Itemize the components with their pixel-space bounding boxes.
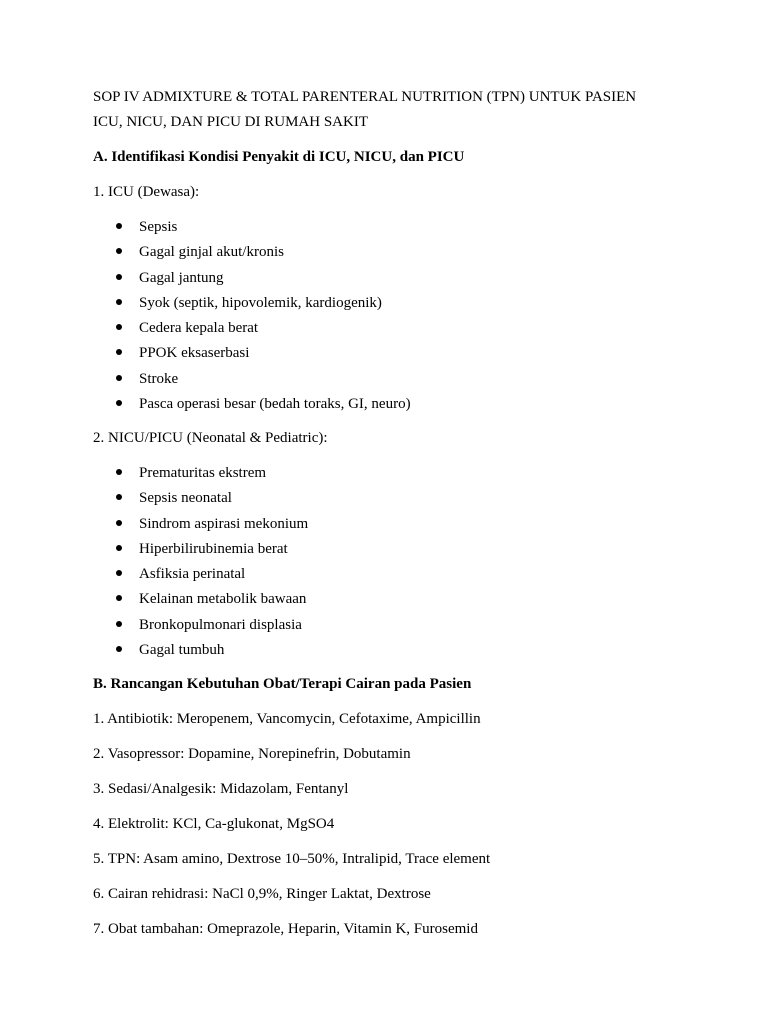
document-page: SOP IV ADMIXTURE & TOTAL PARENTERAL NUTRITION (TPN) UNTUK PASIEN ICU, NICU, DAN PICU DI RUMAH SAKIT A. Identifikasi Kondisi Penyakit di ICU, NICU, dan PICU 1. ICU (Dewasa): Sepsis Gagal ginjal akut/kronis Gagal jantung Syok (septik, hipovolemik, kardiogenik) Cedera kepala berat PPOK eksaserbasi Stroke Pasca operasi besar (bedah toraks, GI, neuro) 2. NICU/PICU (Neonatal & Pediatric): Prematuritas ekstrem Sepsis neonatal Sindrom aspirasi mekonium Hiperbilirubinemia berat Asfiksia perinatal Kelainan metabolik bawaan Bronkopulmonari displasia Gagal tumbuh B. Rancangan Kebutuhan Obat/Terapi Cairan pada Pasien 1. Antibiotik: Meropenem, Vancomycin, Cefotaxime, Ampicillin 2. Vasopressor: Dopamine, Norepinefrin, Dobutamin 3. Sedasi/Analgesik: Midazolam, Fentanyl 4. Elektrolit: KCl, Ca-glukonat, MgSO4 5. TPN: Asam amino, Dextrose 10–50%, Intralipid, Trace element 6. Cairan rehidrasi: NaCl 0,9%, Ringer Laktat, Dextrose 7. Obat tambahan: Omeprazole, Heparin, Vitamin K, Furosemid xyxy=(93,89,637,937)
section-b-heading: B. Rancangan Kebutuhan Obat/Terapi Cairan pada Pasien xyxy=(93,676,472,692)
bullet-icon xyxy=(116,520,122,526)
section-a-heading: A. Identifikasi Kondisi Penyakit di ICU, NICU, dan PICU xyxy=(93,149,465,165)
icu-group-label: 1. ICU (Dewasa): xyxy=(93,184,200,200)
document-title-line-2: ICU, NICU, DAN PICU DI RUMAH SAKIT xyxy=(93,114,369,130)
bullet-icon xyxy=(116,570,122,576)
therapy-item-cairan-rehidrasi: 6. Cairan rehidrasi: NaCl 0,9%, Ringer Laktat, Dextrose xyxy=(93,886,431,902)
nicu-picu-group-label: 2. NICU/PICU (Neonatal & Pediatric): xyxy=(93,430,328,446)
bullet-icon xyxy=(116,400,122,406)
bullet-icon xyxy=(116,469,122,475)
therapy-item-elektrolit: 4. Elektrolit: KCl, Ca-glukonat, MgSO4 xyxy=(93,816,335,832)
bullet-icon xyxy=(116,545,122,551)
bullet-icon xyxy=(116,274,122,280)
bullet-icon xyxy=(116,223,122,229)
therapy-item-sedasi-analgesik: 3. Sedasi/Analgesik: Midazolam, Fentanyl xyxy=(93,781,349,797)
therapy-item-antibiotik: 1. Antibiotik: Meropenem, Vancomycin, Cefotaxime, Ampicillin xyxy=(93,711,481,727)
bullet-icon xyxy=(116,621,122,627)
therapy-item-obat-tambahan: 7. Obat tambahan: Omeprazole, Heparin, Vitamin K, Furosemid xyxy=(93,921,478,937)
document-title-line-1: SOP IV ADMIXTURE & TOTAL PARENTERAL NUTRITION (TPN) UNTUK PASIEN xyxy=(93,89,637,105)
therapy-item-vasopressor: 2. Vasopressor: Dopamine, Norepinefrin, Dobutamin xyxy=(93,746,411,762)
bullet-icon xyxy=(116,494,122,500)
bullet-icon xyxy=(116,248,122,254)
bullet-icon xyxy=(116,375,122,381)
bullet-icon xyxy=(116,646,122,652)
bullet-icon xyxy=(116,595,122,601)
bullet-icon xyxy=(116,324,122,330)
bullet-icon xyxy=(116,299,122,305)
bullet-icon xyxy=(116,349,122,355)
therapy-item-tpn: 5. TPN: Asam amino, Dextrose 10–50%, Intralipid, Trace element xyxy=(93,851,491,867)
